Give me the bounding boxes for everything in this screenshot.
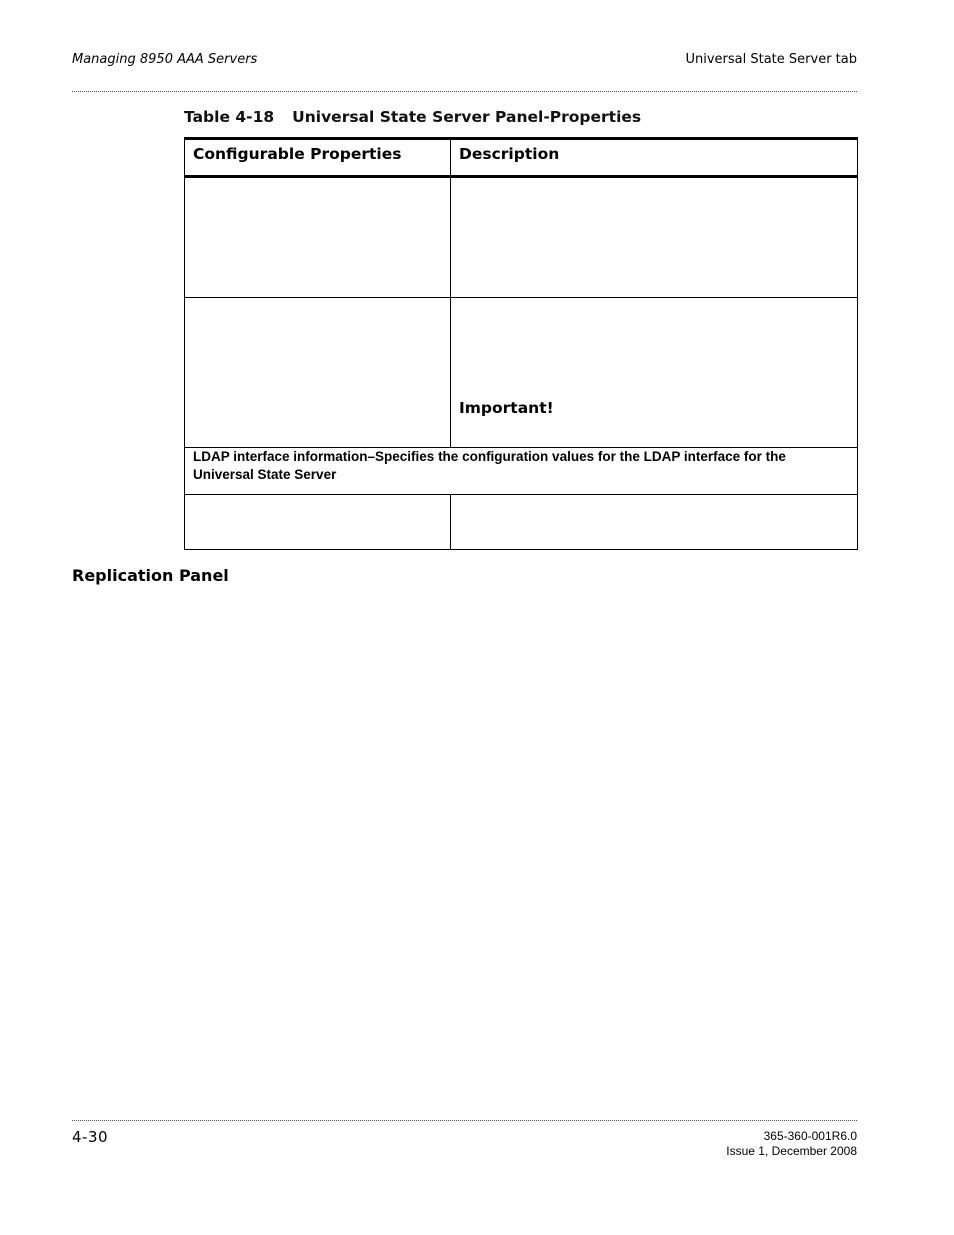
- table-row: [185, 298, 858, 448]
- table-cell: [451, 495, 858, 550]
- table-cell: [451, 298, 858, 448]
- table-cell: [185, 298, 451, 448]
- table-title: Universal State Server Panel-Properties: [292, 108, 642, 126]
- table-cell: [451, 177, 858, 298]
- page-number: 4-30: [72, 1128, 109, 1146]
- document-id: [726, 1129, 857, 1159]
- document-number: 365-360-001R6.0: [763, 1129, 857, 1143]
- column-header-description: Description: [451, 139, 858, 177]
- footer-divider: [72, 1120, 857, 1121]
- header-divider: [72, 91, 857, 92]
- table-number: Table 4-18: [184, 108, 275, 126]
- issue-date: Issue 1, December 2008: [726, 1144, 857, 1158]
- table-cell: [185, 495, 451, 550]
- table-caption: [184, 108, 641, 126]
- ldap-section-cell: LDAP interface information–Specifies the configuration values for the LDAP interface for the Universal State Server: [185, 448, 858, 495]
- column-header-properties: Configurable Properties: [185, 139, 451, 177]
- table-header-row: [185, 139, 858, 177]
- table-row: [185, 177, 858, 298]
- running-header-section: Universal State Server tab: [685, 52, 857, 67]
- running-header-title: Managing 8950 AAA Servers: [72, 52, 258, 67]
- table-cell: [185, 177, 451, 298]
- properties-table: [184, 137, 858, 550]
- important-note-label: Important!: [459, 399, 554, 417]
- section-heading: Replication Panel: [72, 566, 229, 585]
- table-section-row: [185, 448, 858, 495]
- table-row: [185, 495, 858, 550]
